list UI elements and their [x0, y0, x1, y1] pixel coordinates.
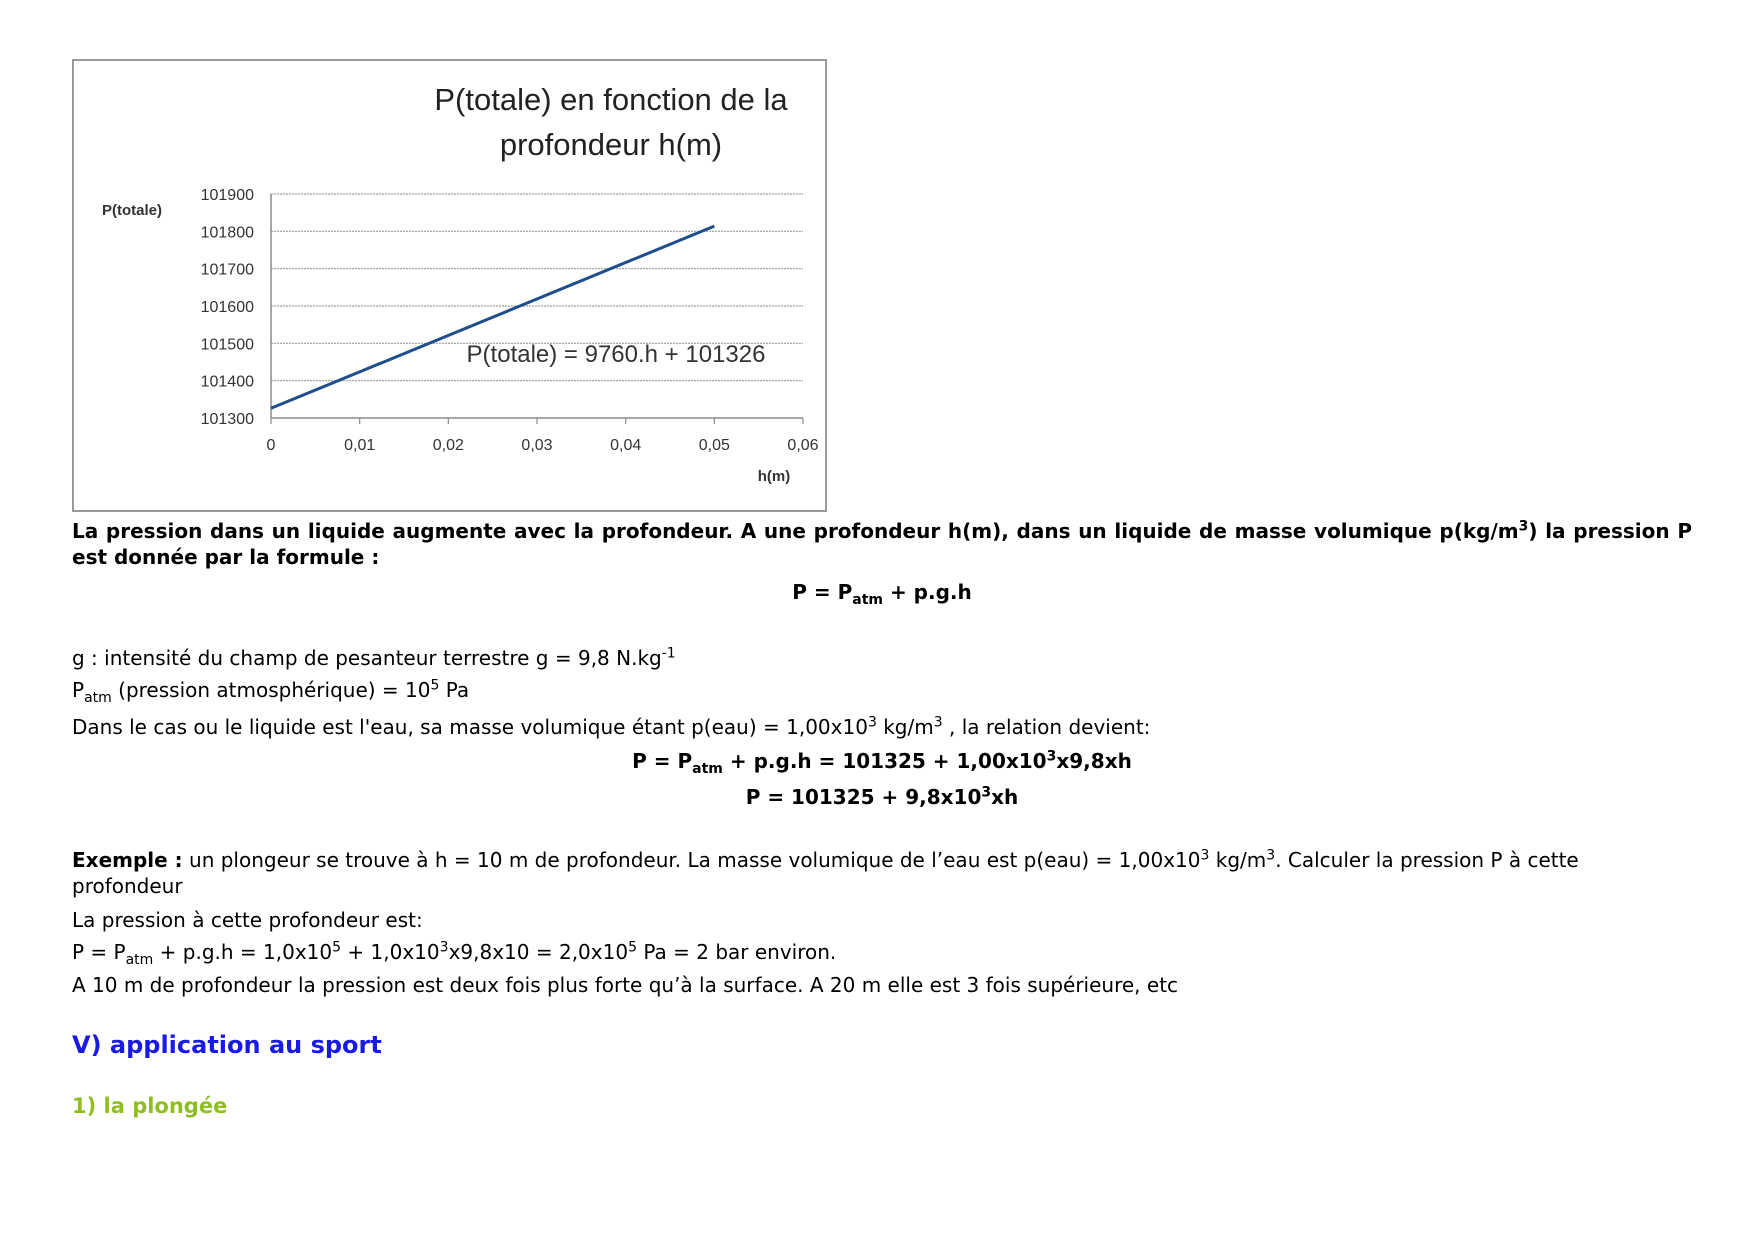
formula-2-c: x9,8xh: [1056, 749, 1132, 773]
formula-2-a: P = P: [632, 749, 693, 773]
example-paragraph: [72, 847, 1692, 899]
formula-3-a: P = 101325 + 9,8x10: [745, 785, 982, 809]
line-chart: [74, 61, 825, 510]
x-tick-label: 0,01: [344, 437, 376, 454]
example-text-b: kg/m: [1209, 848, 1267, 872]
patm-text-b: (pression atmosphérique) = 10: [111, 678, 431, 702]
answer-conclusion: A 10 m de profondeur la pression est deux fois plus forte qu’à la surface. A 20 m elle est 3 fois supérieure, etc: [72, 973, 1179, 997]
answer-b: + p.g.h = 1,0x10: [153, 940, 333, 964]
g-sup: -1: [661, 645, 676, 662]
answer-formula: [72, 939, 1692, 968]
x-tick-label: 0,05: [698, 437, 730, 454]
x-tick-label: 0,02: [432, 437, 464, 454]
example-text-c: . Calculer la pression P à cette profondeur: [72, 848, 1579, 898]
g-text: g : intensité du champ de pesanteur terrestre g = 9,8 N.kg: [72, 646, 662, 670]
answer-sup-2: 3: [439, 939, 449, 956]
section-heading-sport: V) application au sport: [72, 1031, 382, 1059]
example-text-a: un plongeur se trouve à h = 10 m de profondeur. La masse volumique de l’eau est p(eau) = 1,00x10: [182, 848, 1201, 872]
water-text-c: , la relation devient:: [942, 715, 1151, 739]
y-tick-label: 101400: [200, 373, 254, 391]
example-sup-1: 3: [1200, 847, 1210, 864]
y-tick-label: 101600: [200, 299, 254, 316]
answer-d: x9,8x10 = 2,0x10: [448, 940, 629, 964]
answer-a: P = P: [72, 940, 126, 964]
y-tick-label: 101300: [200, 411, 254, 428]
answer-e: Pa = 2 bar environ.: [636, 940, 837, 964]
intro-paragraph: [72, 518, 1692, 570]
formula-2-sub: atm: [692, 761, 723, 777]
formula-2: [72, 748, 1692, 777]
x-axis-label: h(m): [757, 468, 791, 485]
trendline-equation: P(totale) = 9760.h + 101326: [466, 341, 766, 368]
formula-1: [72, 579, 1692, 608]
patm-text-c: Pa: [439, 678, 470, 702]
formula-1-a: P = P: [792, 580, 853, 604]
intro-text-a: La pression dans un liquide augmente avec la profondeur. A une profondeur h(m), dans un liquide de masse volumique p(kg/m: [72, 519, 1519, 543]
water-text-a: Dans le cas ou le liquide est l'eau, sa masse volumique étant p(eau) = 1,00x10: [72, 715, 868, 739]
x-tick-label: 0,04: [610, 437, 642, 454]
answer-sup-1: 5: [332, 939, 342, 956]
y-axis-label: P(totale): [102, 202, 162, 219]
y-tick-label: 101900: [200, 187, 254, 204]
patm-sup: 5: [430, 677, 440, 694]
water-sup-2: 3: [933, 714, 943, 731]
chart-title-line-1: P(totale) en fonction de la: [434, 82, 788, 117]
formula-2-b: + p.g.h = 101325 + 1,00x10: [722, 749, 1047, 773]
example-sup-2: 3: [1266, 847, 1276, 864]
example-label: Exemple :: [72, 848, 183, 872]
intro-sup: 3: [1518, 518, 1529, 535]
formula-3: [72, 784, 1692, 810]
g-definition: [72, 645, 1692, 671]
patm-sub: atm: [84, 690, 112, 706]
x-tick-label: 0,03: [521, 437, 553, 454]
answer-c: + 1,0x10: [341, 940, 440, 964]
water-text-b: kg/m: [876, 715, 934, 739]
formula-3-b: xh: [991, 785, 1019, 809]
y-tick-label: 101700: [200, 261, 254, 279]
answer-sup-3: 5: [628, 939, 637, 956]
formula-2-sup: 3: [1046, 748, 1057, 765]
answer-sub: atm: [125, 952, 154, 968]
chart-container: [72, 59, 827, 512]
chart-title-line-2: profondeur h(m): [499, 127, 723, 162]
formula-1-b: + p.g.h: [882, 580, 972, 604]
y-tick-label: 101800: [200, 224, 254, 242]
subsection-heading-diving: 1) la plongée: [72, 1094, 228, 1118]
x-tick-label: 0: [266, 437, 276, 454]
formula-1-sub: atm: [852, 592, 883, 608]
y-tick-label: 101500: [200, 336, 254, 354]
water-sup-1: 3: [867, 714, 877, 731]
patm-definition: [72, 677, 1692, 706]
x-tick-label: 0,06: [787, 437, 819, 454]
patm-text-a: P: [72, 678, 85, 702]
answer-intro: La pression à cette profondeur est:: [72, 908, 423, 932]
water-case-paragraph: [72, 714, 1692, 740]
intro-text-b: ) la pression P est donnée par la formule :: [72, 519, 1692, 569]
formula-3-sup: 3: [981, 784, 992, 801]
